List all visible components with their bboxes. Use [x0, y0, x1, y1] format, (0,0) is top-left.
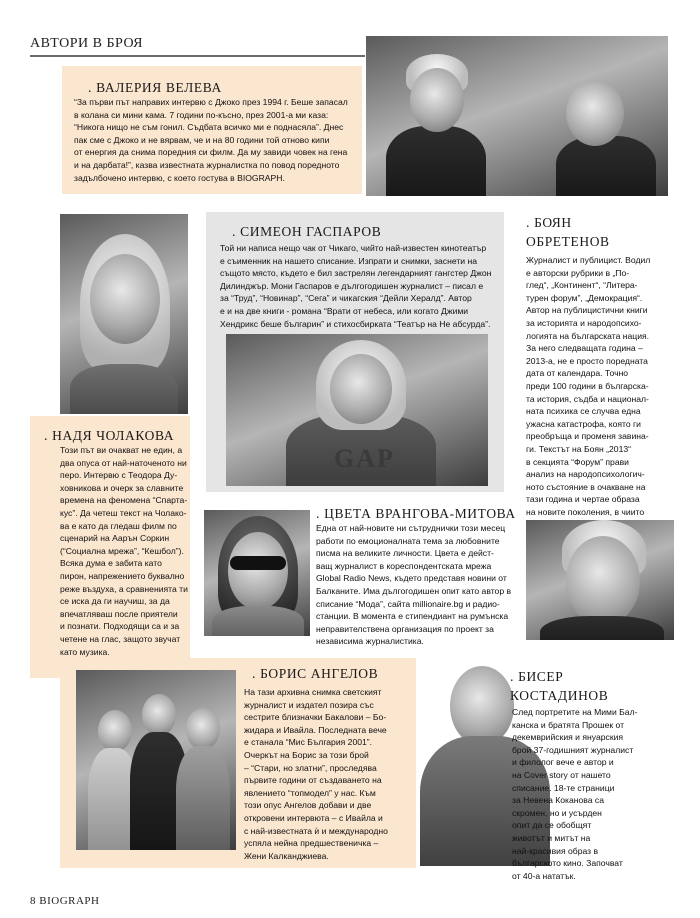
author-bio-kostadinov: След портретите на Мими Бал- канска и братята Прошек от декемврийския и януарския брой 37-годишният журналист и филолог вече е автор и на Cover story от нашето списание. 18-те страници за Невена Коканова са скромен, но и усърден опит да се обобщят животът и митът на най-красивия образ в българското кино. Започват от 40-а нататък.	[512, 707, 638, 881]
author-bio-angelov: На тази архивна снимка светският журналист и издател позира със сестрите близначки Бакалови – Бо- жидара и Ивайла. Последната вече е станала “Мис България 2001”. Очеркът на Борис за този брой – “Стари, но златни”, проследява първите години от създаването на явлението “топмодел” у нас. Към този опус Ангелов добави и две откровени интервюта – с Ивайла и с най-известната ѝ и международно успяла нейна предшественичка – Жени Калканджиева.	[244, 687, 388, 861]
page-footer	[30, 895, 99, 907]
author-name-obretenov: . БОЯН ОБРЕТЕНОВ	[526, 215, 610, 249]
angelov-photo	[76, 670, 236, 850]
obretenov-photo	[526, 520, 674, 640]
author-name-cholakova: . НАДЯ ЧОЛАКОВА	[44, 428, 175, 444]
header-rule	[30, 55, 365, 57]
brand-name: BIOGRAPH	[39, 895, 100, 907]
author-name-veleva: . ВАЛЕРИЯ ВЕЛЕВА	[88, 80, 222, 96]
cholakova-photo	[60, 214, 188, 414]
author-name-gasparov: . СИМЕОН ГАСПАРОВ	[232, 224, 382, 240]
author-bio-gasparov: Той ни написа нещо чак от Чикаго, чийто най-известен кинотеатър е съименник на нашето списание. Изпрати и снимки, заснети на същото място, където е бил застрелян легендарният гангстер Джон Дилинджър. Мони Гаспаров е дългогодишен журналист – писал е за “Труд”, “Новинар”, “Сега” и чикагския “Дейли Хералд”. Автор е и на две книги - романа “Врати от небеса, или когато Джими Хендрикс беше българин” и стихосбирката “Театър на Не абсурда”.	[220, 243, 492, 329]
gap-shirt-text: GAP	[334, 444, 395, 473]
gasparov-photo	[226, 334, 488, 486]
author-bio-cholakova: Този път ви очакват не един, а два опуса от най-наточеното ни перо. Интервю с Теодора Ду- ховникова и очерк за славните времена на феномена “Спарта- кус”. Да четеш текст на Чолако- ва е като да гледаш филм по сценарий на Аарън Соркин (“Социална мрежа”, “Кешбол”). Всяка дума е забита като пирон, напрежението буквално реже въздуха, а сравненията ти се иска да ги научиш, за да впечатляваш после приятели и познати. Подходящи са и за четене на глас, защото звучат като музика.	[60, 445, 188, 657]
author-bio-vrangova: Една от най-новите ни сътруднички този месец работи по емоционалната тема за любовните писма на великите личности. Цвета е дейст- ващ журналист в кореспондентската мрежа Global Radio News, където представя новини от Балканите. Има дългогодишен опит като автор в списание “Мода”, сайта millionaire.bg и радио- станции. В момента е стипендиант на румънска неправителствена организация по проект за независима журналистика.	[316, 523, 512, 647]
author-bio-obretenov: Журналист и публицист. Водил е авторски рубрики в „По- глед“, „Континент“, “Литера- турен форум”, „Демокрация“. Автор на публицистични книги за историята и народопсихо- логията на българската нация. За него следващата година – 2013-а, не е просто поредната дата от календара. Точно преди 100 години в българска- та история, съдба и национал- ната психика се случва една ужасна катастрофа, която ги преобръща и променя завина- ги. Текстът на Боян „2013“ в секцията “Форум” прави анализ на народопсихологич- ното състояние в очакване на тази година и чертае образа на новите поколения, в чиито	[526, 255, 651, 517]
author-name-vrangova: . ЦВЕТА ВРАНГОВА-МИТОВА	[316, 506, 516, 522]
author-name-angelov: . БОРИС АНГЕЛОВ	[252, 666, 379, 682]
author-bio-veleva: “За първи път направих интервю с Джоко през 1994 г. Беше запасал в колана си мини кама. 7 години по-късно, през 2001-а ми каза: “Никога нищо не съм гонил. Съдбата всичко ми е поднасяла”. Днес пак сме с Джоко и не вярвам, че и на 80 години той отново кипи от енергия да снима поредния си филм. Да му завиди човек на гена и на дарбата!”, казва известната журналистка по повод поредното задълбочено интервю, с което гостува в BIOGRAPH.	[74, 97, 348, 183]
author-name-kostadinov: . БИСЕР КОСТАДИНОВ	[510, 669, 609, 703]
section-title: АВТОРИ В БРОЯ	[30, 36, 143, 51]
sunglasses	[230, 556, 286, 570]
veleva-photo	[366, 36, 668, 196]
page-number: 8	[30, 895, 36, 907]
vrangova-photo	[204, 510, 310, 636]
